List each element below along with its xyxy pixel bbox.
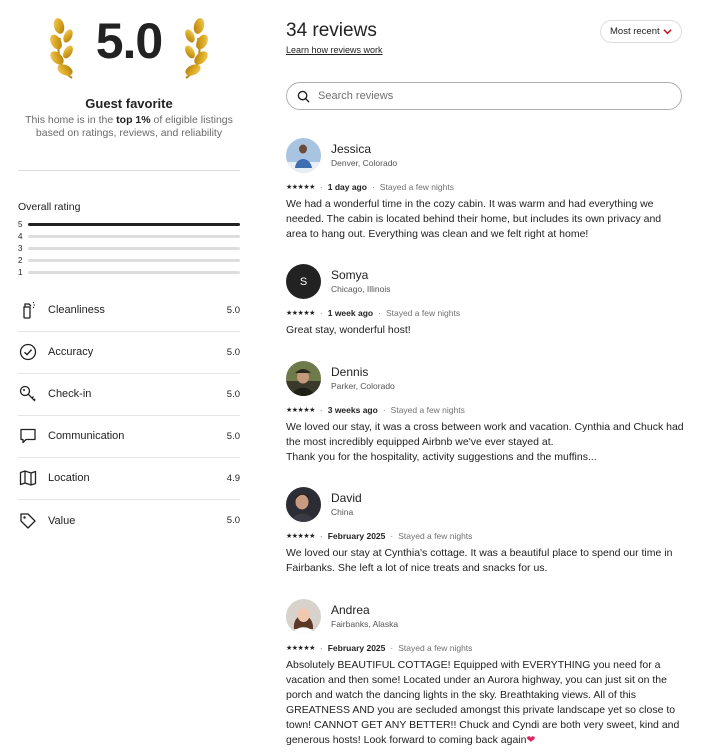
- avatar[interactable]: [286, 138, 321, 173]
- separator-dot: ·: [319, 405, 323, 415]
- sort-dropdown[interactable]: [600, 20, 682, 43]
- avatar[interactable]: [286, 599, 321, 634]
- star-rating: ★★★★★: [286, 533, 315, 540]
- rating-bar-row: [18, 254, 240, 266]
- category-label: Communication: [48, 430, 125, 443]
- reviewer-location: China: [331, 507, 354, 517]
- check-circle-icon: [18, 342, 38, 362]
- review-card: [286, 138, 686, 242]
- heart-icon: ❤: [526, 734, 536, 746]
- review-meta: [286, 405, 686, 415]
- review-meta: [286, 182, 686, 192]
- separator-dot: ·: [390, 643, 394, 653]
- category-value: [18, 500, 240, 542]
- stay-length: Stayed a few nights: [398, 643, 473, 653]
- category-score: 5.0: [226, 346, 240, 358]
- stay-length: Stayed a few nights: [385, 308, 461, 318]
- reviewer-name[interactable]: Jessica: [331, 142, 372, 156]
- rating-bar-label: 5: [18, 220, 23, 230]
- review-text: We loved our stay at Cynthia's cottage. It was a beautiful place to spend our time in Fairbanks. She left a lot of nice treats and snacks for us.: [286, 547, 673, 574]
- star-rating: ★★★★★: [286, 184, 315, 191]
- search-reviews-input[interactable]: [318, 90, 638, 102]
- category-check-in: [18, 374, 240, 416]
- stay-length: Stayed a few nights: [390, 405, 465, 415]
- separator-dot: ·: [390, 531, 394, 541]
- separator-dot: ·: [319, 531, 323, 541]
- rating-bar-label: 1: [18, 267, 23, 277]
- review-date: 1 day ago: [327, 182, 367, 192]
- review-count-heading: 34 reviews: [286, 20, 377, 41]
- laurel-right-icon: [174, 18, 208, 80]
- guest-favorite-description: This home is in the top 1% of eligible listings based on ratings, reviews, and reliability: [25, 114, 233, 139]
- reviewer-name[interactable]: Somya: [331, 268, 369, 282]
- review-date: 3 weeks ago: [327, 405, 378, 415]
- category-score: 5.0: [226, 388, 240, 400]
- rating-bar-row: [18, 266, 240, 278]
- rating-summary-panel: [18, 0, 240, 542]
- chevron-down-icon: [663, 27, 672, 36]
- review-text: We had a wonderful time in the cozy cabin. It was warm and had everything we needed. The cabin is located behind their home, but includes its own privacy and area to hang out. Everything was clean and we felt right at home!: [286, 198, 662, 240]
- review-date: February 2025: [327, 643, 386, 653]
- reviewer-name[interactable]: Dennis: [331, 365, 369, 379]
- rating-bar-row: [18, 219, 240, 231]
- category-label: Accuracy: [48, 346, 94, 359]
- avatar[interactable]: [286, 264, 321, 299]
- review-meta: [286, 531, 686, 541]
- category-score: 5.0: [226, 430, 240, 442]
- reviewer-location: Parker, Colorado: [331, 381, 395, 391]
- rating-bar-row: [18, 231, 240, 243]
- sort-label: Most recent: [610, 26, 660, 37]
- rating-bar-track: [28, 259, 240, 262]
- guest-favorite-title: Guest favorite: [85, 96, 173, 111]
- review-card: [286, 599, 686, 748]
- tag-icon: [18, 511, 38, 531]
- review-text: We loved our stay, it was a cross between work and vacation. Cynthia and Chuck had the most incredibly equipped Airbnb we've ever stayed at. Thank you for the hospitality, activity suggestions and the muffins...: [286, 421, 684, 463]
- avatar[interactable]: [286, 487, 321, 522]
- review-date: 1 week ago: [327, 308, 374, 318]
- category-ratings: [18, 290, 240, 542]
- reviewer-header: [286, 138, 686, 174]
- review-card: [286, 264, 686, 338]
- reviewer-location: Denver, Colorado: [331, 158, 398, 168]
- rating-bar-label: 3: [18, 243, 23, 253]
- category-label: Value: [48, 514, 76, 527]
- category-accuracy: [18, 332, 240, 374]
- reviewer-header: [286, 264, 686, 300]
- reviewer-header: [286, 361, 686, 397]
- stay-length: Stayed a few nights: [379, 182, 454, 192]
- separator-dot: ·: [319, 643, 323, 653]
- category-score: 5.0: [226, 304, 240, 316]
- rating-distribution: [18, 219, 240, 278]
- star-rating: ★★★★★: [286, 310, 315, 317]
- reviewer-name[interactable]: David: [331, 491, 362, 505]
- category-communication: [18, 416, 240, 458]
- rating-bar-track: [28, 223, 240, 226]
- separator-dot: ·: [319, 182, 323, 192]
- rating-bar-row: [18, 243, 240, 255]
- rating-bar-label: 4: [18, 232, 23, 242]
- learn-how-reviews-work-link[interactable]: Learn how reviews work: [286, 45, 383, 55]
- category-label: Cleanliness: [48, 304, 105, 317]
- reviewer-location: Fairbanks, Alaska: [331, 619, 399, 629]
- key-icon: [18, 384, 38, 404]
- overall-score: 5.0: [95, 13, 163, 69]
- reviewer-name[interactable]: Andrea: [331, 603, 370, 617]
- separator-dot: ·: [382, 405, 386, 415]
- score-hero: [18, 0, 240, 96]
- rating-bar-track: [28, 235, 240, 238]
- divider: [18, 170, 240, 171]
- category-label: Location: [48, 472, 90, 485]
- review-meta: [286, 643, 686, 653]
- rating-bar-track: [28, 247, 240, 250]
- map-icon: [18, 468, 38, 488]
- overall-rating-title: Overall rating: [18, 201, 81, 213]
- review-card: [286, 361, 686, 465]
- review-date: February 2025: [327, 531, 386, 541]
- separator-dot: ·: [319, 308, 323, 318]
- category-cleanliness: [18, 290, 240, 332]
- reviewer-header: [286, 599, 686, 635]
- reviewer-location: Chicago, Illinois: [331, 284, 391, 294]
- category-score: 5.0: [226, 515, 240, 527]
- rating-bar-track: [28, 271, 240, 274]
- stay-length: Stayed a few nights: [398, 531, 473, 541]
- spray-bottle-icon: [18, 300, 38, 320]
- review-card: [286, 487, 686, 576]
- search-reviews-bar[interactable]: [286, 82, 682, 110]
- review-meta: [286, 308, 686, 318]
- avatar-initial: S: [299, 275, 308, 288]
- rating-bar-fill: [28, 223, 240, 226]
- reviewer-header: [286, 487, 686, 523]
- review-text: Absolutely BEAUTIFUL COTTAGE! Equipped with EVERYTHING you need for a vacation and then some! Located under an Aurora highway, you can just sit on the porch and watch the dancing lights in the sky. Breathtaking views. All of this GREATNESS AND you are secluded amongst this private landscape yet so close to town! CANNOT GET ANY BETTER!! Chuck and Cyndi are both very sweet, kind and generous hosts! Look forward to coming back again❤: [286, 659, 680, 746]
- review-text: Great stay, wonderful host!: [286, 324, 411, 336]
- search-icon: [297, 90, 310, 103]
- avatar[interactable]: [286, 361, 321, 396]
- star-rating: ★★★★★: [286, 645, 315, 652]
- chat-bubble-icon: [18, 426, 38, 446]
- category-location: [18, 458, 240, 500]
- category-label: Check-in: [48, 388, 92, 401]
- star-rating: ★★★★★: [286, 407, 315, 414]
- separator-dot: ·: [371, 182, 375, 192]
- category-score: 4.9: [226, 472, 240, 484]
- rating-bar-label: 2: [18, 255, 23, 265]
- separator-dot: ·: [378, 308, 381, 318]
